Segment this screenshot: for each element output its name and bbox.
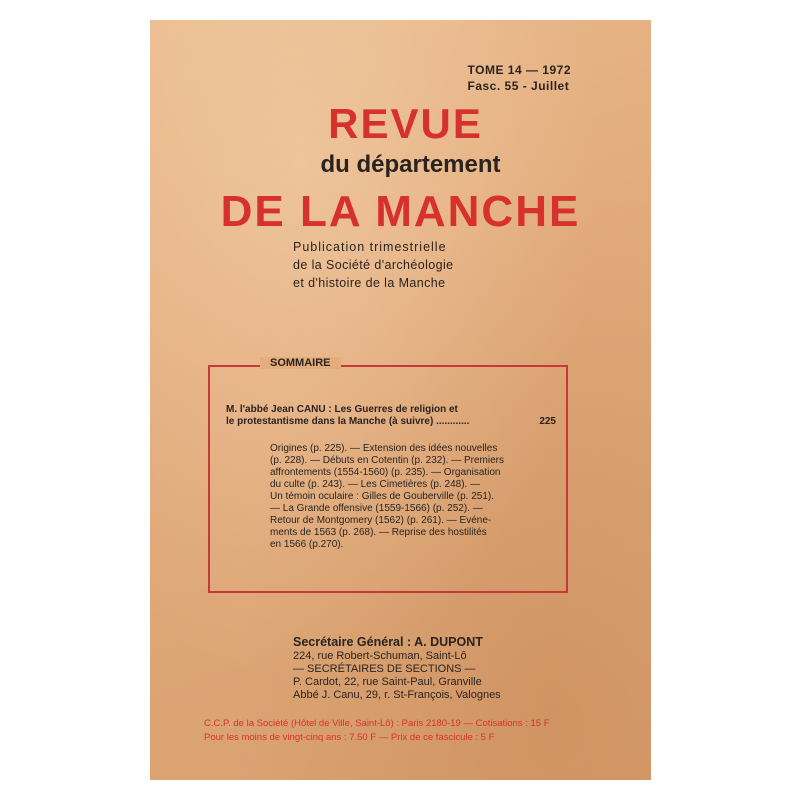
publication-line-1: Publication trimestrielle: [293, 240, 447, 254]
article-page-number: 225: [539, 416, 556, 427]
contents-line: en 1566 (p.270).: [270, 539, 344, 550]
article-line-2: le protestantisme dans la Manche (à suivre) ............: [226, 416, 470, 427]
title-de-la-manche: DE LA MANCHE: [220, 187, 581, 236]
contents-line: Retour de Montgomery (1562) (p. 261). — Evéne-: [270, 515, 492, 526]
secretary-general-label: Secrétaire Général :: [293, 635, 415, 649]
sommaire-box: [208, 357, 568, 593]
footer-info: [204, 717, 604, 745]
secretariat-block: [293, 634, 501, 702]
sommaire-heading: SOMMAIRE: [260, 357, 341, 369]
tome-year: TOME 14 — 1972: [467, 63, 571, 77]
contents-line: — La Grande offensive (1559-1566) (p. 252). —: [270, 503, 483, 514]
secretariat-line: 224, rue Robert-Schuman, Saint-Lô: [293, 650, 467, 662]
main-article: [226, 404, 556, 428]
journal-cover: [150, 20, 651, 780]
contents-line: Origines (p. 225). — Extension des idées nouvelles: [270, 443, 498, 454]
secretary-general: [293, 634, 501, 650]
secretariat-line: Abbé J. Canu, 29, r. St-François, Valognes: [293, 689, 501, 701]
article-line-1: M. l'abbé Jean CANU : Les Guerres de religion et: [226, 404, 458, 415]
contents-line: (p. 228). — Débuts en Cotentin (p. 232). — Premiers: [270, 455, 504, 466]
secretary-general-name: A. DUPONT: [414, 635, 483, 649]
title-du-departement: du département: [320, 151, 501, 178]
footer-line-2: Pour les moins de vingt-cinq ans : 7.50 F — Prix de ce fascicule : 5 F: [204, 732, 495, 743]
fascicule: Fasc. 55 - Juillet: [467, 79, 570, 93]
secretariat-line: P. Cardot, 22, rue Saint-Paul, Granville: [293, 676, 482, 688]
issue-info: [468, 62, 572, 94]
publication-subtitle: [293, 238, 454, 292]
article-contents: [270, 443, 532, 551]
contents-line: affrontements (1554-1560) (p. 235). — Organisation: [270, 467, 501, 478]
publication-line-2: de la Société d'archéologie: [293, 258, 454, 272]
contents-line: Un témoin oculaire : Gilles de Gouberville (p. 251).: [270, 491, 494, 502]
secretariat-line: — SECRÉTAIRES DE SECTIONS —: [293, 663, 476, 675]
contents-line: du culte (p. 243). — Les Cimetières (p. 248). —: [270, 479, 481, 490]
title-revue: REVUE: [328, 100, 483, 147]
contents-line: ments de 1563 (p. 268). — Reprise des hostilités: [270, 527, 487, 538]
footer-line-1: C.C.P. de la Société (Hôtel de Ville, Saint-Lô) : Paris 2180-19 — Cotisations : 15 F: [204, 718, 550, 729]
publication-line-3: et d'histoire de la Manche: [293, 276, 446, 290]
